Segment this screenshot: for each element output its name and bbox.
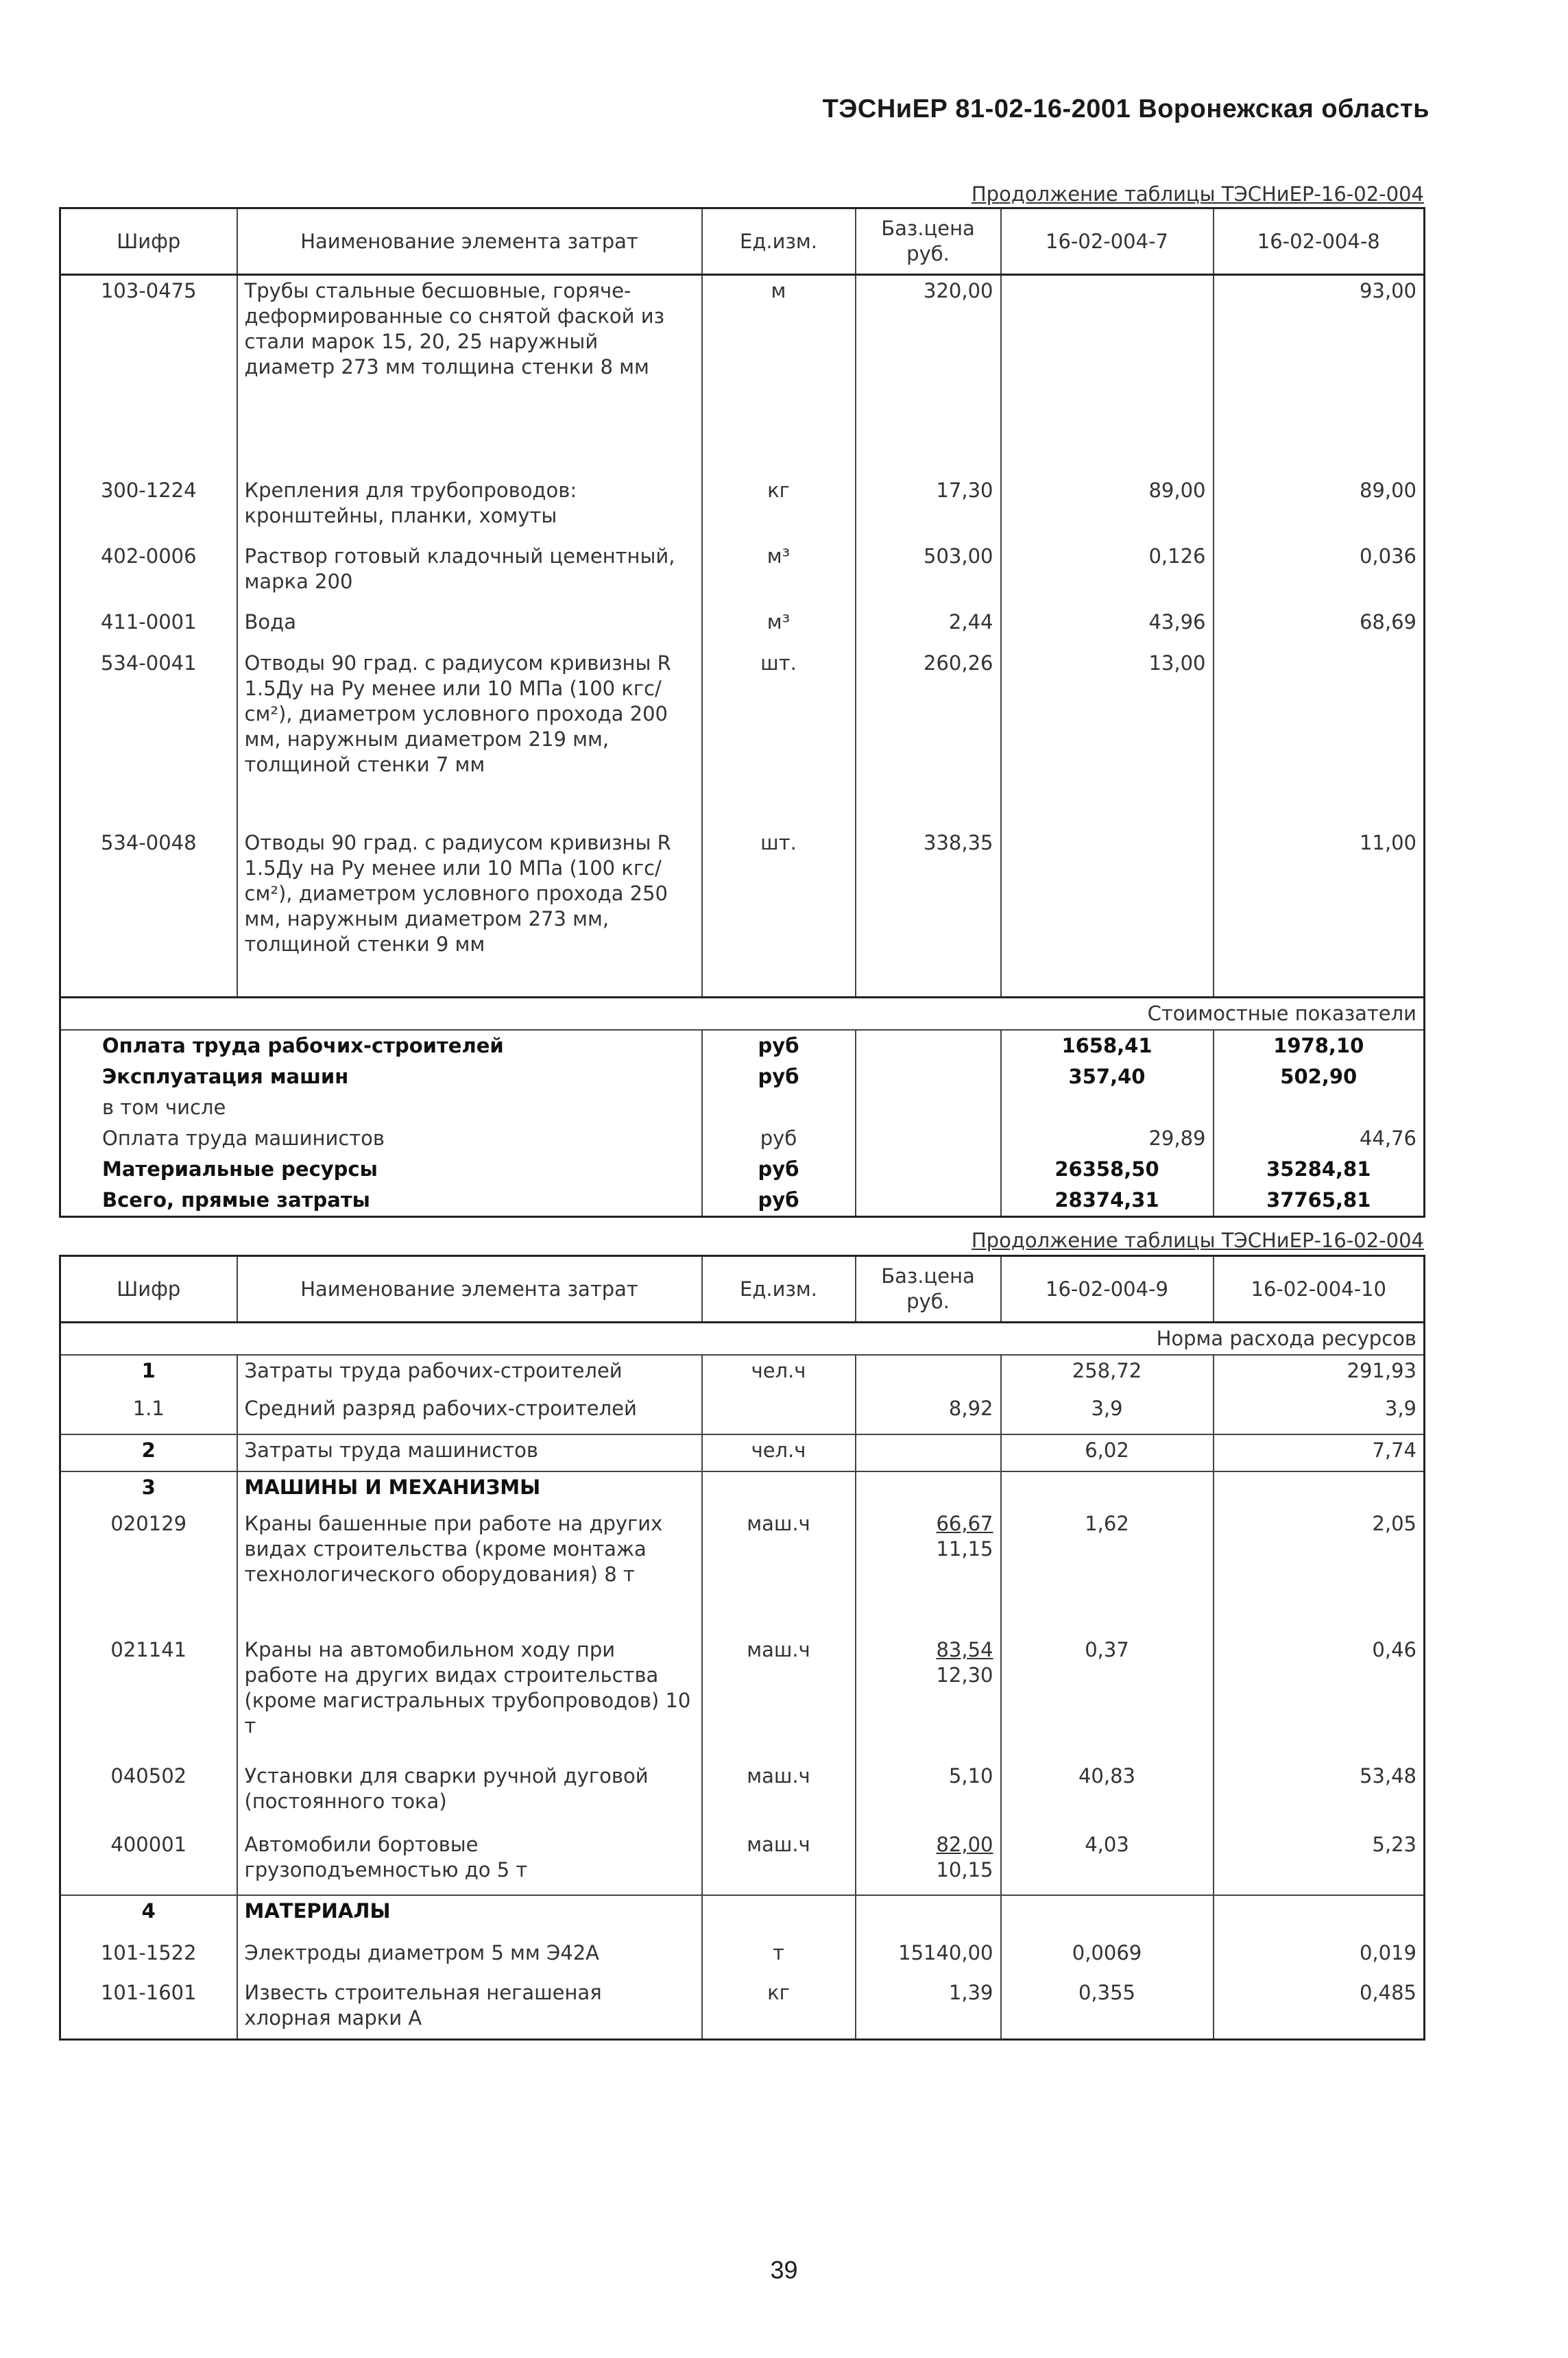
row-value-a: [1001, 275, 1214, 475]
summary-row: [60, 1154, 1425, 1185]
row-name: Отводы 90 град. с радиусом кривизны R 1.5Ду на Ру менее или 10 МПа (100 кгс/см²), диаметром условного прохода 200 мм, наружным диаметром 219 мм, толщиной стенки 7 мм: [237, 648, 702, 828]
row-code: 411-0001: [100, 610, 197, 634]
col-unit-header: Ед.изм.: [702, 208, 856, 275]
summary-unit: руб: [702, 1185, 856, 1217]
row-code: 402-0006: [100, 544, 197, 568]
row-price: 5,10: [856, 1761, 1001, 1829]
row-code: 2: [60, 1434, 237, 1471]
row-price: 2,44: [856, 607, 1001, 648]
row-price: 503,00: [856, 541, 1001, 607]
table2-header-row: [60, 1256, 1425, 1323]
section-row: [60, 1471, 1425, 1508]
row-price: 320,00: [856, 275, 1001, 475]
row-unit: чел.ч: [702, 1434, 856, 1471]
row-price: [856, 1355, 1001, 1393]
row-value-b: 7,74: [1214, 1434, 1425, 1471]
price-labor: 12,30: [936, 1663, 993, 1687]
summary-name: Материальные ресурсы: [102, 1157, 378, 1181]
price-machine: 82,00: [936, 1833, 993, 1856]
row-value-b: 0,036: [1214, 541, 1425, 607]
row-name: Установки для сварки ручной дуговой (постоянного тока): [237, 1761, 702, 1829]
price-labor: 11,15: [936, 1537, 993, 1561]
row-unit: шт.: [702, 828, 856, 998]
col-price-header: Баз.цена руб.: [856, 1256, 1001, 1323]
row-name: Затраты труда машинистов: [237, 1434, 702, 1471]
row-unit: м³: [702, 541, 856, 607]
row-value-b: 291,93: [1214, 1355, 1425, 1393]
row-name: Вода: [237, 607, 702, 648]
price-labor: 10,15: [936, 1858, 993, 1881]
row-price: 260,26: [856, 648, 1001, 828]
row-value-a: 6,02: [1001, 1434, 1214, 1471]
table-row: [60, 275, 1425, 475]
summary-name: Эксплуатация машин: [102, 1065, 349, 1088]
row-unit: маш.ч: [702, 1829, 856, 1895]
row-code: 1.1: [132, 1397, 165, 1420]
table-row: [60, 541, 1425, 607]
row-unit: шт.: [702, 648, 856, 828]
table-row: [60, 1761, 1425, 1829]
row-code: 101-1601: [100, 1981, 197, 2004]
summary-name: в том числе: [102, 1096, 226, 1119]
row-unit: маш.ч: [702, 1508, 856, 1635]
row-value-b: 53,48: [1214, 1761, 1425, 1829]
row-value-b: 3,9: [1214, 1393, 1425, 1434]
row-value-b: 11,00: [1214, 828, 1425, 998]
cost-indicators-row: [60, 998, 1425, 1031]
summary-row: [60, 1092, 1425, 1123]
row-price: [856, 1434, 1001, 1471]
col-a-header: 16-02-004-9: [1001, 1256, 1214, 1323]
col-b-header: 16-02-004-10: [1214, 1256, 1425, 1323]
summary-unit: [702, 1092, 856, 1123]
row-value-b: 5,23: [1214, 1829, 1425, 1895]
section-title: МАШИНЫ И МЕХАНИЗМЫ: [237, 1471, 702, 1508]
table1-continuation-label: Продолжение таблицы ТЭСНиЕР-16-02-004: [971, 182, 1424, 206]
row-value-a: 0,0069: [1001, 1938, 1214, 1977]
row-price: [856, 1508, 1001, 1635]
table-row: [60, 828, 1425, 998]
row-value-b: 93,00: [1214, 275, 1425, 475]
row-price: [856, 1635, 1001, 1761]
row-code: 101-1522: [100, 1941, 197, 1964]
row-value-a: 1,62: [1001, 1508, 1214, 1635]
row-value-b: 89,00: [1214, 475, 1425, 541]
row-unit: маш.ч: [702, 1635, 856, 1761]
summary-unit: руб: [702, 1061, 856, 1092]
summary-row: [60, 1185, 1425, 1217]
table-row: [60, 475, 1425, 541]
summary-unit: руб: [702, 1030, 856, 1061]
row-value-a: 3,9: [1001, 1393, 1214, 1434]
summary-value-b: [1214, 1092, 1425, 1123]
row-code: 1: [141, 1359, 156, 1382]
col-b-header: 16-02-004-8: [1214, 208, 1425, 275]
row-unit: т: [702, 1938, 856, 1977]
row-value-a: 13,00: [1001, 648, 1214, 828]
summary-value-a: 1658,41: [1001, 1030, 1214, 1061]
row-value-a: 40,83: [1001, 1761, 1214, 1829]
summary-value-a: 26358,50: [1001, 1154, 1214, 1185]
row-value-a: 4,03: [1001, 1829, 1214, 1895]
row-name: Краны башенные при работе на других видах строительства (кроме монтажа технологического оборудования) 8 т: [237, 1508, 702, 1635]
row-code: 103-0475: [100, 279, 197, 302]
col-code-header: Шифр: [60, 1256, 237, 1323]
table2-continuation-label: Продолжение таблицы ТЭСНиЕР-16-02-004: [971, 1229, 1424, 1252]
col-unit-header: Ед.изм.: [702, 1256, 856, 1323]
col-name-header: Наименование элемента затрат: [237, 1256, 702, 1323]
row-value-a: 43,96: [1001, 607, 1214, 648]
page-number: 39: [770, 2256, 798, 2284]
summary-unit: руб: [702, 1154, 856, 1185]
row-code: 021141: [110, 1638, 187, 1661]
document-header: ТЭСНиЕР 81-02-16-2001 Воронежская область: [822, 95, 1430, 123]
row-name: Раствор готовый кладочный цементный, марка 200: [237, 541, 702, 607]
row-value-b: 68,69: [1214, 607, 1425, 648]
row-name: Затраты труда рабочих-строителей: [237, 1355, 702, 1393]
row-price: [856, 1829, 1001, 1895]
row-value-b: 0,019: [1214, 1938, 1425, 1977]
section-code: 3: [60, 1471, 237, 1508]
table-row: [60, 1829, 1425, 1895]
row-name: Электроды диаметром 5 мм Э42А: [237, 1938, 702, 1977]
table-row: [60, 607, 1425, 648]
col-name-header: Наименование элемента затрат: [237, 208, 702, 275]
row-price: 338,35: [856, 828, 1001, 998]
price-machine: 66,67: [936, 1512, 993, 1535]
section-title: МАТЕРИАЛЫ: [237, 1895, 702, 1938]
summary-value-b: 37765,81: [1214, 1185, 1425, 1217]
table-row: [60, 1393, 1425, 1434]
row-value-a: [1001, 828, 1214, 998]
summary-value-a: [1001, 1092, 1214, 1123]
table-row: [60, 1508, 1425, 1635]
row-value-a: 0,355: [1001, 1977, 1214, 2039]
summary-name: Оплата труда рабочих-строителей: [102, 1034, 504, 1057]
summary-value-b: 1978,10: [1214, 1030, 1425, 1061]
row-unit: кг: [702, 475, 856, 541]
col-a-header: 16-02-004-7: [1001, 208, 1214, 275]
row-code: 300-1224: [100, 478, 197, 502]
table-row: [60, 1635, 1425, 1761]
row-unit: чел.ч: [702, 1355, 856, 1393]
norm-label-row: [60, 1323, 1425, 1356]
table-row: [60, 648, 1425, 828]
row-unit: м: [702, 275, 856, 475]
table-row: [60, 1938, 1425, 1977]
summary-row: [60, 1123, 1425, 1154]
row-code: 040502: [110, 1764, 187, 1788]
row-value-a: 89,00: [1001, 475, 1214, 541]
row-name: Средний разряд рабочих-строителей: [237, 1393, 702, 1434]
col-code-header: Шифр: [60, 208, 237, 275]
row-value-b: 0,46: [1214, 1635, 1425, 1761]
section-code: 4: [60, 1895, 237, 1938]
table-row: [60, 1355, 1425, 1393]
row-unit: м³: [702, 607, 856, 648]
table-row: [60, 1977, 1425, 2039]
summary-name: Всего, прямые затраты: [102, 1188, 370, 1212]
cost-indicators-label: Стоимостные показатели: [60, 998, 1425, 1031]
resources-table-2: [59, 1255, 1425, 2041]
row-unit: [702, 1393, 856, 1434]
row-value-b: [1214, 648, 1425, 828]
summary-row: [60, 1030, 1425, 1061]
price-machine: 83,54: [936, 1638, 993, 1661]
row-value-b: 2,05: [1214, 1508, 1425, 1635]
row-price: 8,92: [856, 1393, 1001, 1434]
row-value-a: 0,37: [1001, 1635, 1214, 1761]
row-price: 1,39: [856, 1977, 1001, 2039]
row-name: Крепления для трубопроводов: кронштейны, планки, хомуты: [237, 475, 702, 541]
row-code: 400001: [110, 1833, 187, 1856]
table1-header-row: [60, 208, 1425, 275]
row-value-a: 258,72: [1001, 1355, 1214, 1393]
summary-value-b: 35284,81: [1214, 1154, 1425, 1185]
row-price: 17,30: [856, 475, 1001, 541]
row-code: 020129: [110, 1512, 187, 1535]
summary-row: [60, 1061, 1425, 1092]
row-name: Трубы стальные бесшовные, горяче-деформированные со снятой фаской из стали марок 15, 20, 25 наружный диаметр 273 мм толщина стенки 8 мм: [237, 275, 702, 475]
summary-unit: руб: [702, 1123, 856, 1154]
row-name: Автомобили бортовые грузоподъемностью до 5 т: [237, 1829, 702, 1895]
row-code: 534-0048: [100, 830, 197, 854]
row-value-b: 0,485: [1214, 1977, 1425, 2039]
summary-value-b: 44,76: [1214, 1123, 1425, 1154]
row-name: Известь строительная негашеная хлорная марки А: [237, 1977, 702, 2039]
norm-label: Норма расхода ресурсов: [60, 1323, 1425, 1356]
summary-value-b: 502,90: [1214, 1061, 1425, 1092]
summary-name: Оплата труда машинистов: [102, 1127, 385, 1150]
row-name: Отводы 90 град. с радиусом кривизны R 1.5Ду на Ру менее или 10 МПа (100 кгс/см²), диаметром условного прохода 250 мм, наружным диаметром 273 мм, толщиной стенки 9 мм: [237, 828, 702, 998]
row-value-a: 0,126: [1001, 541, 1214, 607]
table-row: [60, 1434, 1425, 1471]
summary-value-a: 29,89: [1001, 1123, 1214, 1154]
row-price: 15140,00: [856, 1938, 1001, 1977]
row-unit: маш.ч: [702, 1761, 856, 1829]
row-unit: кг: [702, 1977, 856, 2039]
summary-value-a: 28374,31: [1001, 1185, 1214, 1217]
row-code: 534-0041: [100, 651, 197, 675]
col-price-header: Баз.цена руб.: [856, 208, 1001, 275]
resources-table-1: [59, 207, 1425, 1218]
summary-value-a: 357,40: [1001, 1061, 1214, 1092]
row-name: Краны на автомобильном ходу при работе на других видах строительства (кроме магистральных трубопроводов) 10 т: [237, 1635, 702, 1761]
section-row: [60, 1895, 1425, 1938]
